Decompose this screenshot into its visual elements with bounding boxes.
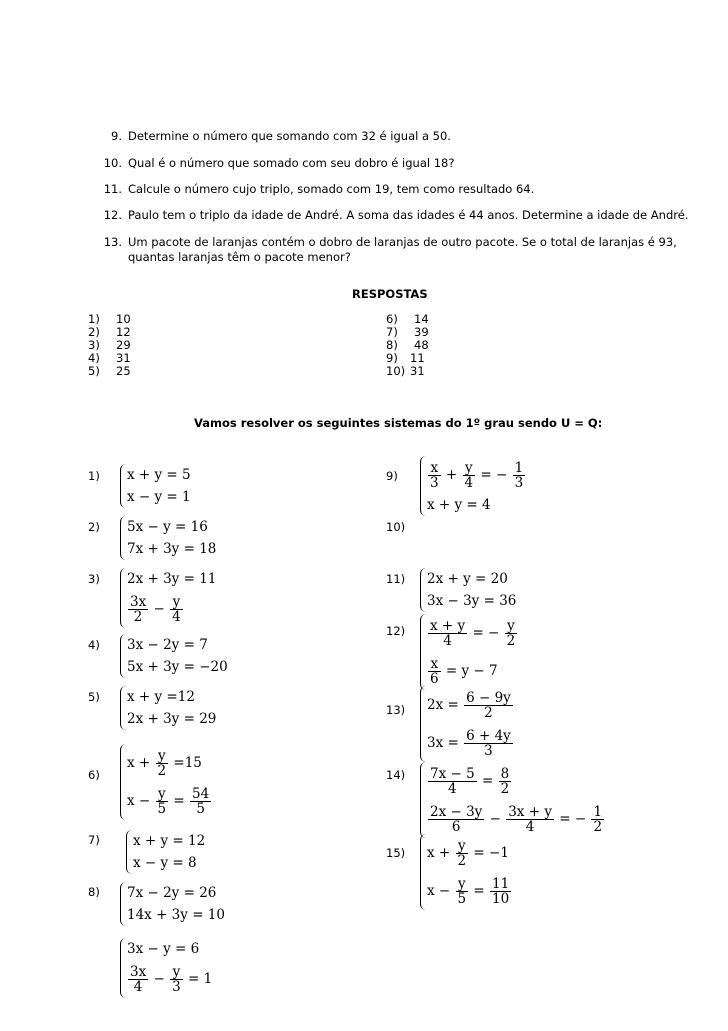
equation-system-9 <box>420 456 526 516</box>
equation: 2x + 3y = 11 <box>127 571 217 587</box>
equation: $\frac{3x}{2}$ − $\frac{y}{4}$ <box>130 594 181 625</box>
equation: 3x − 3y = 36 <box>427 593 517 609</box>
fraction: $\frac{y}{4}$ <box>464 460 474 491</box>
equation: x + $\frac{y}{2}$ =15 <box>127 748 202 779</box>
question-11 <box>103 182 535 197</box>
fraction: $\frac{6 + 4y}{3}$ <box>466 728 511 759</box>
equation-system-7 <box>126 830 205 874</box>
system-label: 2) <box>88 520 100 534</box>
question-text: Qual é o número que somado com seu dobro é igual 18? <box>128 156 455 170</box>
fraction: $\frac{1}{2}$ <box>593 804 603 835</box>
fraction: $\frac{8}{2}$ <box>500 766 510 797</box>
question-text-continued: quantas laranjas têm o pacote menor? <box>128 250 351 264</box>
equation: 2x = $\frac{6 - 9y}{2}$ <box>427 690 511 721</box>
equation-system-3 <box>120 568 216 628</box>
fraction: $\frac{y}{2}$ <box>157 748 167 779</box>
equation-system-14 <box>420 762 605 838</box>
equation: 2x + y = 20 <box>427 571 508 587</box>
equation-system-8 <box>120 882 225 926</box>
fraction: $\frac{y}{2}$ <box>457 838 467 869</box>
answer-item: 9) 11 <box>386 351 425 365</box>
fraction: $\frac{7x - 5}{4}$ <box>430 766 475 797</box>
answers-title: RESPOSTAS <box>352 287 428 301</box>
question-9 <box>111 129 451 144</box>
fraction: $\frac{y}{5}$ <box>457 876 467 907</box>
equation: x + $\frac{y}{2}$ = −1 <box>427 838 509 869</box>
fraction: $\frac{1}{3}$ <box>514 460 524 491</box>
answer-item: 5) 25 <box>88 364 131 378</box>
equation: 2x + 3y = 29 <box>127 711 217 727</box>
system-label: 13) <box>386 703 406 717</box>
system-label: 8) <box>88 885 100 899</box>
equation: x − $\frac{y}{5}$ = $\frac{11}{10}$ <box>427 876 510 907</box>
question-number: 11. <box>103 182 122 196</box>
equation-system-1 <box>120 464 191 508</box>
question-10 <box>103 156 455 171</box>
question-number: 13. <box>103 235 122 249</box>
answer-item: 3) 29 <box>88 338 131 352</box>
equation-system-12 <box>420 614 518 690</box>
answer-item: 7) 39 <box>386 325 429 339</box>
answers-left-list <box>88 313 131 378</box>
answers-right-list <box>386 313 429 378</box>
question-number: 10. <box>103 156 122 170</box>
fraction: $\frac{x}{3}$ <box>430 460 439 491</box>
fraction: $\frac{2x - 3y}{6}$ <box>430 804 483 835</box>
equation: 5x − y = 16 <box>127 519 208 535</box>
fraction: $\frac{3x}{2}$ <box>130 594 147 625</box>
system-label: 3) <box>88 572 100 586</box>
system-label: 7) <box>88 833 100 847</box>
fraction: $\frac{6 - 9y}{2}$ <box>466 690 511 721</box>
system-label: 4) <box>88 638 100 652</box>
system-label: 14) <box>386 768 406 782</box>
equation: 14x + 3y = 10 <box>127 907 225 923</box>
question-text: Determine o número que somando com 32 é igual a 50. <box>128 129 451 143</box>
answer-item: 10) 31 <box>386 364 425 378</box>
equation: x + y = 4 <box>427 497 491 513</box>
equation-system-4 <box>120 634 228 678</box>
systems-title: Vamos resolver os seguintes sistemas do 1º grau sendo U = Q: <box>194 416 603 430</box>
fraction: $\frac{3x}{4}$ <box>130 964 147 995</box>
equation: x − y = 8 <box>133 855 197 871</box>
equation: 7x + 3y = 18 <box>127 541 217 557</box>
system-label: 1) <box>88 469 100 483</box>
fraction: $\frac{54}{5}$ <box>192 786 210 817</box>
equation: $\frac{3x}{4}$ − $\frac{y}{3}$ = 1 <box>130 964 213 995</box>
question-number: 9. <box>111 129 122 143</box>
equation: $\frac{7x - 5}{4}$ = $\frac{8}{2}$ <box>430 766 510 797</box>
equation: 3x − 2y = 7 <box>127 637 208 653</box>
question-13 <box>103 235 677 265</box>
equation: x − y = 1 <box>127 489 191 505</box>
system-label: 10) <box>386 520 406 534</box>
equation: x − $\frac{y}{5}$ = $\frac{54}{5}$ <box>127 786 210 817</box>
fraction: $\frac{y}{4}$ <box>172 594 181 625</box>
system-label: 15) <box>386 846 406 860</box>
question-12 <box>103 208 689 223</box>
equation-system-2 <box>120 516 216 560</box>
equation-system-13 <box>420 686 514 762</box>
answer-item: 2) 12 <box>88 325 131 339</box>
fraction: $\frac{x + y}{4}$ <box>430 618 466 649</box>
answer-item: 6) 14 <box>386 312 429 326</box>
system-label: 5) <box>88 690 100 704</box>
equation-system-11 <box>420 568 516 612</box>
equation: 3x = $\frac{6 + 4y}{3}$ <box>427 728 511 759</box>
fraction: $\frac{3x + y}{4}$ <box>508 804 552 835</box>
equation: $\frac{x}{6}$ = y − 7 <box>430 656 498 687</box>
equation-system-extra <box>120 938 212 998</box>
system-label: 12) <box>386 624 406 638</box>
fraction: $\frac{y}{5}$ <box>157 786 167 817</box>
equation-system-5 <box>120 686 216 730</box>
question-number: 12. <box>103 208 122 222</box>
system-label: 11) <box>386 572 406 586</box>
equation: $\frac{x + y}{4}$ = − $\frac{y}{2}$ <box>430 618 516 649</box>
question-text: Paulo tem o triplo da idade de André. A soma das idades é 44 anos. Determine a idade de André. <box>128 208 689 222</box>
system-label: 6) <box>88 768 100 782</box>
fraction: $\frac{y}{2}$ <box>506 618 516 649</box>
answer-item: 4) 31 <box>88 351 131 365</box>
equation: 7x − 2y = 26 <box>127 885 217 901</box>
question-text: Um pacote de laranjas contém o dobro de laranjas de outro pacote. Se o total de laranjas é 93, <box>128 235 677 249</box>
equation: 3x − y = 6 <box>127 941 200 957</box>
equation: 5x + 3y = −20 <box>127 659 228 675</box>
equation: x + y =12 <box>127 689 195 705</box>
fraction: $\frac{y}{3}$ <box>172 964 181 995</box>
question-text: Calcule o número cujo triplo, somado com 19, tem como resultado 64. <box>128 182 535 196</box>
answer-item: 1) 10 <box>88 312 131 326</box>
system-label: 9) <box>386 469 398 483</box>
answer-item: 8) 48 <box>386 338 429 352</box>
fraction: $\frac{x}{6}$ <box>430 656 439 687</box>
fraction: $\frac{11}{10}$ <box>492 876 510 907</box>
equation: x + y = 12 <box>133 833 206 849</box>
equation: x + y = 5 <box>127 467 191 483</box>
equation: $\frac{x}{3}$ + $\frac{y}{4}$ = − $\frac{1}{3}$ <box>430 460 524 491</box>
equation-system-15 <box>420 834 512 910</box>
equation-system-6 <box>120 744 212 820</box>
equation: $\frac{2x - 3y}{6}$ − $\frac{3x + y}{4}$ = − $\frac{1}{2}$ <box>430 804 603 835</box>
